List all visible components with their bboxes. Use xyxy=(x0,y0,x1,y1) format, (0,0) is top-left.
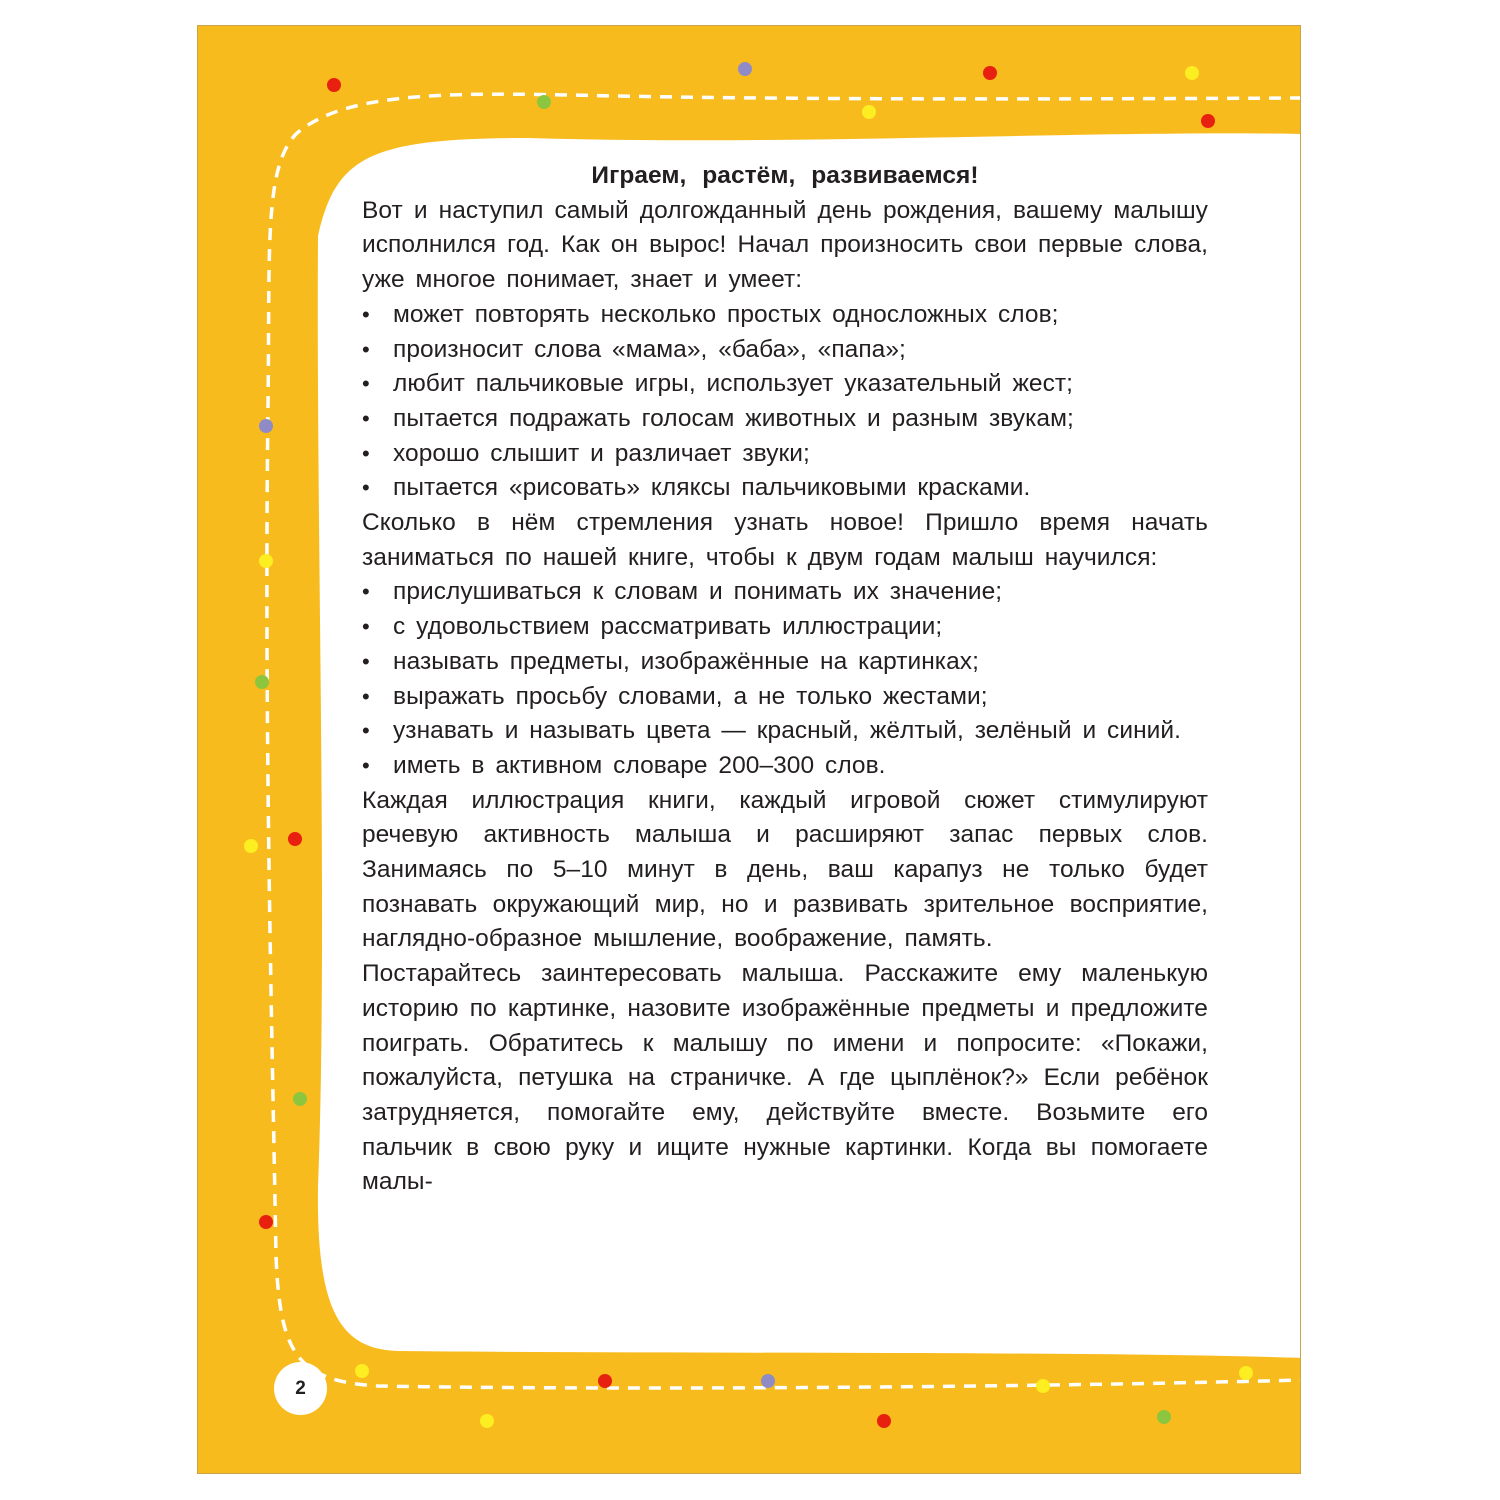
confetti-dot xyxy=(761,1374,775,1388)
body-paragraph-1: Каждая иллюстрация книги, каждый игровой сюжет стимулируют речевую активность малыша и расширяют запас первых слов. Занимаясь по 5–10 минут в день, ваш карапуз не только будет познавать окружающий мир, но и развивать зрительное восприятие, наглядно-образное мышление, воображение, память. xyxy=(362,786,1208,953)
confetti-dot xyxy=(244,839,258,853)
list-item: • произносит слова «мама», «баба», «папа»; xyxy=(362,333,1208,368)
book-page xyxy=(197,25,1301,1474)
confetti-dot xyxy=(1036,1379,1050,1393)
list-item: • любит пальчиковые игры, использует указательный жест; xyxy=(362,367,1208,402)
confetti-dot xyxy=(480,1414,494,1428)
confetti-dot xyxy=(862,105,876,119)
goals-intro-paragraph: Сколько в нём стремления узнать новое! Пришло время начать заниматься по нашей книге, чтобы к двум годам малыш научился: xyxy=(362,509,1208,571)
intro-paragraph: Вот и наступил самый долгожданный день рождения, вашему малышу исполнился год. Как он вырос! Начал произносить свои первые слова, уже многое понимает, знает и умеет: xyxy=(362,196,1208,294)
confetti-dot xyxy=(877,1414,891,1428)
list-item: • с удовольствием рассматривать иллюстрации; xyxy=(362,610,1208,645)
confetti-dot xyxy=(983,66,997,80)
confetti-dot xyxy=(259,1215,273,1229)
list-item: • называть предметы, изображённые на картинках; xyxy=(362,645,1208,680)
confetti-dot xyxy=(259,419,273,433)
confetti-dot xyxy=(1239,1366,1253,1380)
goal-skills-list xyxy=(362,575,1208,783)
current-skills-list xyxy=(362,298,1208,506)
list-item: • выражать просьбу словами, а не только жестами; xyxy=(362,680,1208,715)
confetti-dot xyxy=(537,95,551,109)
body-paragraph-2: Постарайтесь заинтересовать малыша. Расскажите ему маленькую историю по картинке, назовите изображённые предметы и предложите поиграть. Обратитесь к малышу по имени и попросите: «Покажи, пожалуйста, петушка на страничке. А где цыплёнок?» Если ребёнок затрудняется, помогайте ему, действуйте вместе. Возьмите его пальчик в свою руку и ищите нужные картинки. Когда вы помогаете малы- xyxy=(362,960,1208,1196)
list-item: • иметь в активном словаре 200–300 слов. xyxy=(362,749,1208,784)
confetti-dot xyxy=(1185,66,1199,80)
confetti-dot xyxy=(255,675,269,689)
list-item: • пытается подражать голосам животных и разным звукам; xyxy=(362,402,1208,437)
list-item: • прислушиваться к словам и понимать их значение; xyxy=(362,575,1208,610)
page-title: Играем, растём, развиваемся! xyxy=(591,162,979,189)
confetti-dot xyxy=(288,832,302,846)
confetti-dot xyxy=(1201,114,1215,128)
list-item: • узнавать и называть цвета — красный, жёлтый, зелёный и синий. xyxy=(362,714,1208,749)
list-item: • хорошо слышит и различает звуки; xyxy=(362,437,1208,472)
confetti-dot xyxy=(327,78,341,92)
confetti-dot xyxy=(293,1092,307,1106)
confetti-dot xyxy=(738,62,752,76)
confetti-dot xyxy=(598,1374,612,1388)
page-number: 2 xyxy=(274,1362,327,1415)
list-item: • может повторять несколько простых односложных слов; xyxy=(362,298,1208,333)
confetti-dot xyxy=(1157,1410,1171,1424)
confetti-dot xyxy=(259,554,273,568)
list-item: • пытается «рисовать» кляксы пальчиковыми красками. xyxy=(362,471,1208,506)
confetti-dot xyxy=(355,1364,369,1378)
main-text xyxy=(362,159,1208,1200)
